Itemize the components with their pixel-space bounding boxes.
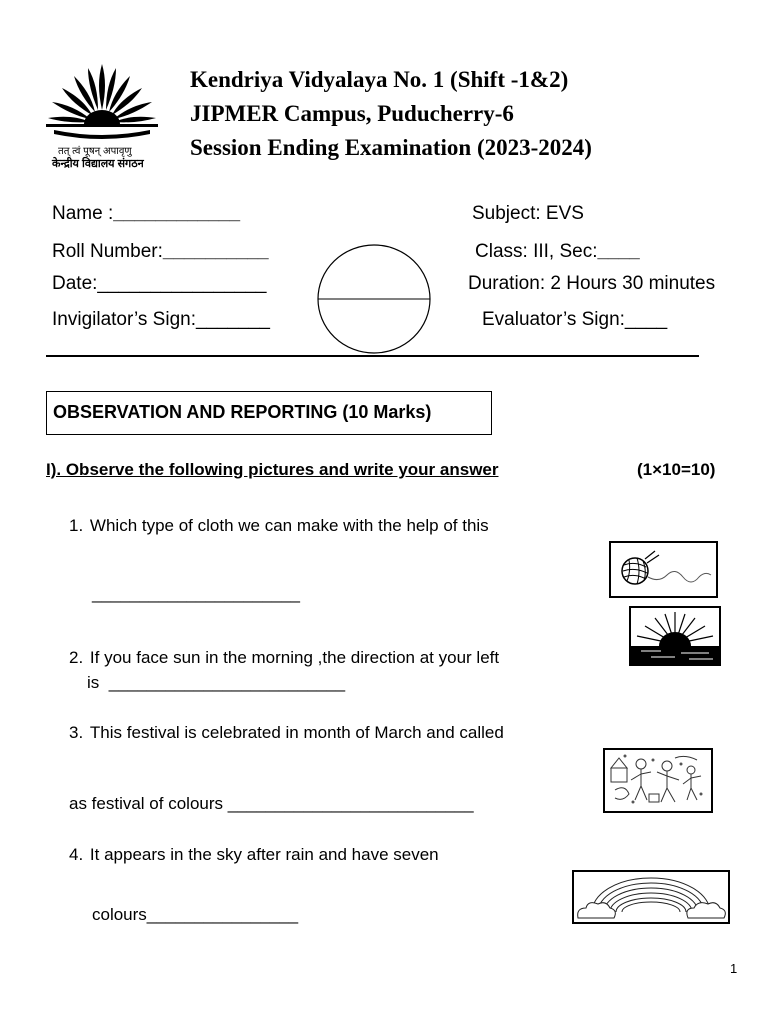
holi-festival-icon — [605, 750, 711, 811]
question-3-continuation: as festival of colours __________________________ — [69, 794, 474, 813]
question-4 — [69, 845, 439, 865]
date-field: Date:________________ — [52, 273, 267, 294]
section-marks: (1×10=10) — [637, 460, 716, 479]
roll-number-blank: __________ — [162, 241, 269, 262]
question-2-continuation: is _________________________ — [87, 673, 346, 692]
picture-box-1 — [609, 541, 718, 598]
question-3 — [69, 723, 504, 743]
class-label: Class: III, Sec: — [475, 241, 598, 262]
roll-number-label: Roll Number: — [52, 241, 163, 262]
school-name: Kendriya Vidyalaya No. 1 (Shift -1&2) — [190, 67, 569, 92]
question-text: If you face sun in the morning ,the direction at your left — [89, 648, 500, 667]
question-2 — [69, 648, 499, 668]
section-title: OBSERVATION AND REPORTING (10 Marks) — [53, 402, 432, 422]
question-number: 4. — [69, 845, 84, 864]
picture-box-4 — [572, 870, 730, 924]
name-field — [52, 203, 240, 225]
picture-box-3 — [603, 748, 713, 813]
question-text: Which type of cloth we can make with the help of this — [89, 516, 489, 535]
invigilator-sign-field: Invigilator’s Sign:_______ — [52, 309, 270, 330]
yarn-ball-icon — [611, 543, 716, 596]
question-4-continuation: colours________________ — [92, 905, 299, 924]
name-label: Name : — [52, 203, 114, 224]
kendriya-vidyalaya-sun-logo-icon — [44, 60, 162, 142]
answer-blank-1: ______________________ — [92, 584, 301, 603]
marks-circle — [316, 243, 432, 355]
roll-number-field — [52, 241, 269, 263]
sunrise-icon — [631, 608, 719, 664]
header-divider — [46, 355, 699, 357]
question-number: 2. — [69, 648, 84, 667]
subject-field: Subject: EVS — [472, 203, 584, 224]
question-text: It appears in the sky after rain and have seven — [89, 845, 439, 864]
page-number: 1 — [730, 961, 738, 976]
picture-box-2 — [629, 606, 721, 666]
class-field — [475, 241, 640, 263]
exam-title: Session Ending Examination (2023-2024) — [190, 135, 592, 160]
section-title-box — [46, 391, 492, 435]
campus-name: JIPMER Campus, Puducherry-6 — [190, 101, 514, 126]
school-logo — [44, 60, 162, 172]
question-number: 3. — [69, 723, 84, 742]
logo-org-name: केन्द्रीय विद्यालय संगठन — [52, 158, 144, 170]
evaluator-sign-field: Evaluator’s Sign:____ — [482, 309, 668, 330]
logo-motto: तत् त्वं पूषन् अपावृणु — [58, 146, 132, 157]
question-text: This festival is celebrated in month of March and called — [89, 723, 504, 742]
question-1 — [69, 516, 489, 536]
section-blank: ____ — [597, 241, 640, 262]
question-number: 1. — [69, 516, 84, 535]
section-instruction: I). Observe the following pictures and write your answer — [46, 460, 499, 479]
rainbow-icon — [574, 872, 728, 922]
duration-field: Duration: 2 Hours 30 minutes — [468, 273, 716, 294]
name-blank: ____________ — [113, 203, 241, 224]
